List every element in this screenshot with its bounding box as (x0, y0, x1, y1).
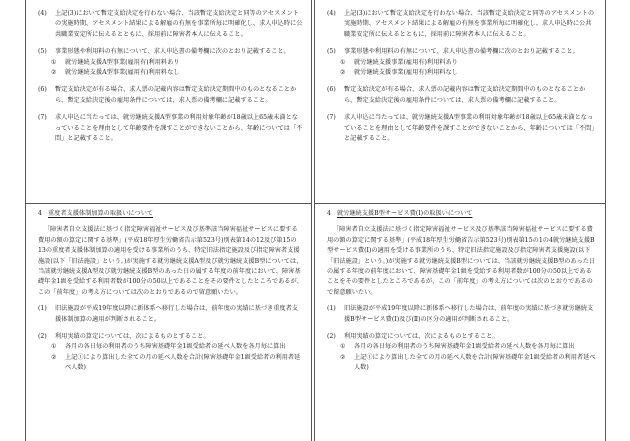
sub-item (38, 68, 303, 78)
item-text: 旧法施設が平成19年度以降に新体系へ移行した場合は、前年度の実績に基づき重度者支援体制加算の適用が判断されること。 (55, 305, 298, 323)
sub-item (38, 342, 303, 352)
section-title: 就労継続支援B型サービス費(Ⅰ)の取扱いについて (337, 210, 473, 217)
sub-item-number: ② (51, 353, 57, 361)
sub-item (327, 353, 597, 374)
item-text: 旧法施設が平成19年度以降に新体系へ移行した場合は、前年度の実績に基づき就労継続支援B型サービス費(Ⅰ)及び(Ⅱ)の区分の適用が判断されること。 (344, 305, 594, 323)
item-text: 利用実績の算定については、次によるものとすること。 (344, 333, 499, 341)
item-number: (6) (327, 86, 336, 94)
item-text: 求人申込に当たっては、就労継続支援A型事業の利用対象年齢が18歳以上65歳未満となっていることを理由として年齢要件を課すことができないことから、年齢については「不問」と記載すること。 (55, 114, 303, 143)
revised-item-5 (38, 47, 303, 78)
revised-sub-1 (38, 304, 303, 325)
sub-item (327, 58, 597, 68)
sub-item-number: ② (340, 69, 346, 77)
revised-item-7 (38, 113, 303, 144)
item-number: (4) (38, 10, 47, 17)
sub-item-text: 上記①により算出した全ての月の延べ人数を合計(障害基礎年金1級受給者の利用者延べ人数) (354, 353, 596, 372)
item-number: (7) (327, 114, 336, 122)
revised-column (25, 0, 312, 441)
item-text: 上記(3)において暫定支給決定を行わない場合、当該暫定支給決定と同等のアセスメントの実施時期、アセスメント結果による解雇の有無を事業所毎に明確化し、求人申込時に公共職業安定所に伝えるとともに、採用前に障害者本人に伝えること。 (55, 10, 303, 38)
item-number: (4) (327, 10, 336, 17)
sub-item (38, 58, 303, 68)
revised-bottom-cell (26, 203, 311, 441)
item-text: 暫定支給決定が有る場合、求人票の記載内容は暫定支給決定期間中のものとなることから、暫定支給決定後の雇用条件については、求人票の備考欄に記載すること。 (344, 86, 586, 104)
item-text: 利用実績の算定については、次によるものとすること。 (55, 333, 210, 341)
section-paragraph: 「障害者自立支援法に基づく指定障害福祉サービス及び基準該当障害福祉サービスに要する費用の額の算定に関する基準」(平成18年厚生労働省告示第523号)別表第15の1の4就労継続支援B型サービス費(Ⅰ)の適用を受ける事業所のうち、特定旧法指定施設及び指定障害者支援施設(以下「旧法施設」という。)が実施する就労継続支援B型については、当該就労継続支援B型のあった日の属する年度の前年度において、障害基礎年金1級を受給する利用者数が100分の50以上であることをその要件としたところであるが、この「前年度」の考え方については次のとおりであるので留意願いたい。 (327, 226, 596, 296)
original-item-4 (327, 9, 597, 40)
original-item-5 (327, 47, 597, 78)
sub-item-text: 上記①により算出した全ての月の延べ人数を合計(障害基礎年金1級受給者の利用者延べ人数) (65, 353, 301, 372)
item-number: (5) (38, 48, 47, 56)
original-column (314, 0, 606, 441)
item-number: (2) (38, 333, 47, 341)
sub-item (327, 342, 597, 352)
sub-item-number: ① (340, 58, 346, 66)
sub-item-text: 就労継続支援事業(雇用有)利用料なし (354, 69, 458, 77)
section-number: 4 (38, 210, 42, 217)
sub-item-text: 各月の各日毎の利用者のうち障害基礎年金1級受給者の延べ人数を各月毎に算出 (354, 343, 575, 351)
sub-item (38, 353, 303, 374)
sub-item-number: ② (340, 353, 346, 361)
item-text: 求人申込に当たっては、就労継続支援A型事業の利用対象年齢が18歳以上65歳未満となっていることを理由として年齢要件を課すことができないことから、年齢については「不問」と記載すること。 (344, 114, 595, 143)
section-number: 4 (327, 210, 331, 217)
item-number: (1) (38, 305, 47, 313)
item-text: 暫定支給決定が有る場合、求人票の記載内容は暫定支給決定期間中のものとなることから、暫定支給決定後の雇用条件については、求人票の備考欄に記載すること。 (55, 86, 297, 104)
original-bottom-cell (315, 203, 605, 441)
original-sub-1 (327, 304, 597, 325)
original-sub-2 (327, 332, 597, 374)
original-top-cell (315, 0, 605, 203)
item-text: 事業形態や利用料の有無について、求人申込書の備考欄に次のとおり記載すること。 (55, 48, 290, 56)
revised-top-cell (26, 0, 311, 203)
revised-sub-2 (38, 332, 303, 374)
sub-item-number: ① (51, 58, 57, 66)
sub-item-number: ① (340, 343, 346, 351)
section-heading (38, 209, 303, 219)
sub-item-number: ② (51, 69, 57, 77)
item-text: 上記(3)において暫定支給決定を行わない場合、当該暫定支給決定と同等のアセスメントの実施時期、アセスメント結果による解雇の有無を事業所毎に明確化し、求人申込時に公共職業安定所に伝えるとともに、採用前に障害者本人に伝えること。 (344, 10, 595, 38)
item-text: 事業形態や利用料の有無について、求人申込書の備考欄に次のとおり記載すること。 (344, 48, 579, 56)
original-item-6 (327, 85, 597, 106)
item-number: (6) (38, 86, 47, 94)
original-item-7 (327, 113, 597, 144)
item-number: (2) (327, 333, 336, 341)
sub-item-text: 就労継続支援事業(雇用有)利用料あり (354, 58, 458, 66)
revised-item-6 (38, 85, 303, 106)
sub-item-number: ① (51, 343, 57, 351)
revised-item-4 (38, 9, 303, 40)
sub-item (327, 68, 597, 78)
section-paragraph: 「障害者自立支援法に基づく指定障害福祉サービス及び基準該当障害福祉サービスに要する費用の額の算定に関する基準」(平成18年厚生労働省告示第523号)別表第14の12及び第15の13の重度者支援体制加算の適用を受ける事業所のうち、特定旧法指定施設及び指定障害者支援施設(以下「旧法施設」という。)が実施する就労継続支援A型及び就労継続支援B型については、当該就労継続支援A型及び就労継続支援B型のあった日の属する年度の前年度において、障害基礎年金1級を受給する利用者数が100分の50以上であることをその要件としたところであるが、この「前年度」の考え方については次のとおりであるので留意願いたい。 (38, 226, 303, 296)
section-title: 重度者支援体制加算の取扱いについて (48, 210, 154, 217)
sub-item-text: 各月の各日毎の利用者のうち障害基礎年金1級受給者の延べ人数を各月毎に算出 (65, 343, 286, 351)
item-number: (7) (38, 114, 47, 122)
sub-item-text: 就労継続支援A型事業(雇用有)利用料あり (65, 58, 180, 66)
sub-item-text: 就労継続支援A型事業(雇用有)利用料なし (65, 69, 180, 77)
section-heading (327, 209, 597, 219)
item-number: (5) (327, 48, 336, 56)
item-number: (1) (327, 305, 336, 313)
